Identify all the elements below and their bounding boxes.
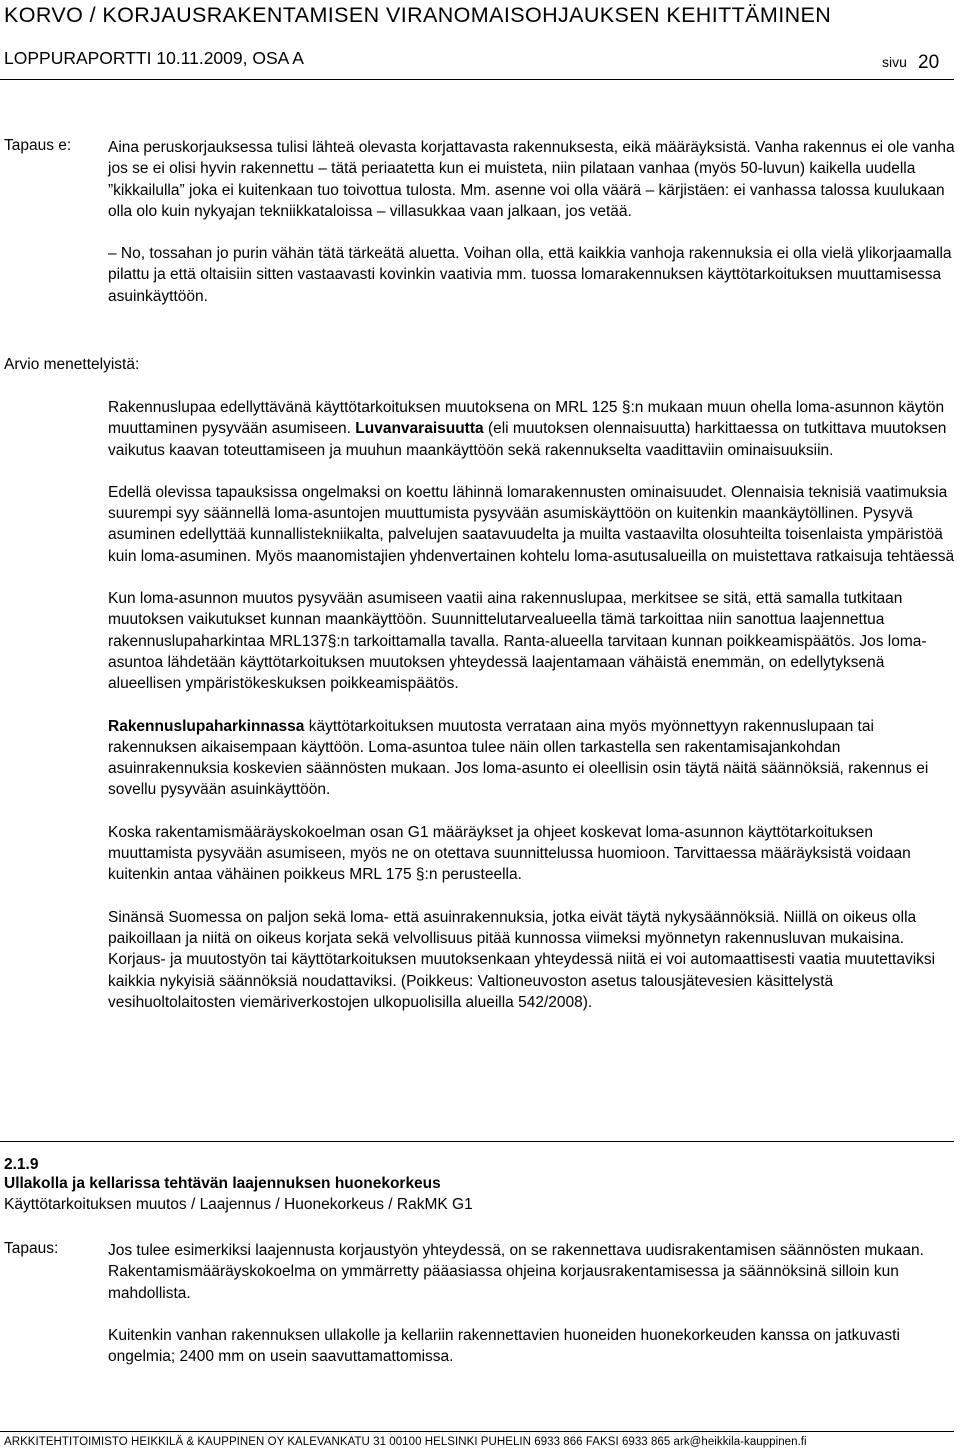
bold-term: Luvanvaraisuutta	[355, 420, 484, 438]
footer-divider	[0, 1431, 954, 1432]
assessment-paragraph: Sinänsä Suomessa on paljon sekä loma- että asuinrakennuksia, jotka eivät täytä nykysäännöksiä. Niillä on oikeus olla paikoillaan ja niitä on oikeus korjata sekä velvollisuus pitää kunnossa viimeksi myönnetyn rakennusluvan mukaisina. Korjaus- ja muutostyön tai käyttötarkoituksen muutoksenkaan yhteydessä niitä ei voi automaattisesti vaatia muutettaviksi kaikkia nykyisiä säännöksiä noudattaviksi. (Poikkeus: Valtioneuvoston asetus talousjätevesien käsittelystä vesihuoltolaitosten viemäriverkostojen ulkopuolisilla alueilla 542/2008).	[108, 908, 936, 1011]
bold-term: Rakennuslupaharkinnassa	[108, 717, 305, 735]
page-number: 20	[918, 52, 940, 73]
assessment-text	[108, 397, 958, 1013]
case2-paragraph: Jos tulee esimerkiksi laajennusta korjaustyön yhteydessä, on se rakennettava uudisrakentamisen säännösten mukaan. Rakentamismääräyskokoelma on ymmärretty pääasiassa ohjeina korjausrakentamisessa ja säännöksinä silloin kun mahdollista.	[108, 1242, 924, 1302]
report-subtitle: LOPPURAPORTTI 10.11.2009, OSA A	[4, 48, 304, 68]
case-label: Tapaus e:	[4, 137, 72, 154]
assessment-paragraph: Koska rakentamismääräyskokoelman osan G1 määräykset ja ohjeet koskevat loma-asunnon käyttötarkoituksen muuttamista pysyvään asumiseen, myös ne on otettava suunnittelussa huomioon. Tarvittaessa määräyksistä voidaan kuitenkin antaa vähäinen poikkeus MRL 175 §:n perusteella.	[108, 823, 911, 884]
assessment-label: Arvio menettelyistä:	[4, 356, 140, 373]
case2-paragraph: Kuitenkin vanhan rakennuksen ullakolle ja kellariin rakennettavien huoneiden huonekorkeuden kanssa on jatkuvasti ongelmia; 2400 mm on usein saavuttamattomissa.	[108, 1326, 900, 1366]
case-paragraph: Aina peruskorjauksessa tulisi lähteä olevasta korjattavasta rakennuksesta, eikä määräyksistä. Vanha rakennus ei ole vanha jos se ei olisi hyvin rakennettu – tätä periaatetta kun ei muisteta, niin pilataan vanhaa (myös 50-luvun) kaikella uudella ”kikkailulla” joka ei kuitenkaan tuo toivottua tulosta. Mm. asenne voi olla väärä – kärjistäen: ei vanhassa talossa kuulukaan olla olo kuin nykyajan tekniikkataloissa – villasukkaa vaan jalkaan, jos vetää.	[108, 139, 955, 220]
case2-label: Tapaus:	[4, 1240, 59, 1257]
section-keywords: Käyttötarkoituksen muutos / Laajennus / Huonekorkeus / RakMK G1	[4, 1196, 473, 1213]
section-divider	[0, 1141, 954, 1142]
report-title: KORVO / KORJAUSRAKENTAMISEN VIRANOMAISOHJAUKSEN KEHITTÄMINEN	[4, 3, 832, 27]
header-divider	[0, 79, 954, 80]
assessment-paragraph: Edellä olevissa tapauksissa ongelmaksi on koettu lähinnä lomarakennusten ominaisuudet. Olennaisia teknisiä vaatimuksia suurempi syy säännellä loma-asuntojen muuttumista pysyvään asumiskäyttöön on kuitenkin maankäytöllinen. Pysyvä asuminen edellyttää kunnallistekniikalta, palvelujen saatavuudelta ja muilta vastaavilta olosuhteilta toisenlaista ympäristöä kuin loma-asuminen. Myös maanomistajien yhdenvertainen kohtelu loma-asutusalueilla on muistettava ratkaisuja tehtäessä	[108, 483, 955, 565]
footer-contact: ARKKITEHTITOIMISTO HEIKKILÄ & KAUPPINEN OY KALEVANKATU 31 00100 HELSINKI PUHELIN 6933 866 FAKSI 6933 865 ark@heikkila-kauppinen.fi	[4, 1436, 807, 1448]
section-title: Ullakolla ja kellarissa tehtävän laajennuksen huonekorkeus	[4, 1175, 441, 1192]
assessment-paragraph: Rakennuslupaharkinnassa käyttötarkoituksen muutosta verrataan aina myös myönnettyyn rakennuslupaan tai rakennuksen aikaisempaan käyttöön. Loma-asuntoa tulee näin ollen tarkastella sen rakentamisajankohdan asuinrakennuksia koskevien säännösten mukaan. Jos loma-asunto ei oleellisin osin täytä näitä säännöksiä, rakennus ei sovellu pysyvään asuinkäyttöön.	[108, 717, 929, 799]
assessment-paragraph: Kun loma-asunnon muutos pysyvään asumiseen vaatii aina rakennuslupaa, merkitsee se sitä, että samalla tutkitaan muutoksen vaikutukset kunnan maankäyttöön. Suunnittelutarvealueella tämä tarkoittaa niin sanottua laajennettua rakennuslupaharkintaa MRL137§:n tarkoittamalla tavalla. Ranta-alueella tarvitaan kunnan poikkeamispäätös. Jos loma-asuntoa lähdetään käyttötarkoituksen muutoksen yhteydessä laajentamaan vähäistä enemmän, on edellytyksenä alueellisen ympäristökeskuksen poikkeamispäätös.	[108, 590, 927, 693]
case-text	[108, 137, 958, 307]
section-number: 2.1.9	[4, 1156, 39, 1173]
assessment-paragraph: Rakennuslupaa edellyttävänä käyttötarkoituksen muutoksena on MRL 125 §:n mukaan muun ohella loma-asunnon käytön muuttaminen pysyvään asumiseen. Luvanvaraisuutta (eli muutoksen olennaisuutta) harkittaessa on tutkittava muutoksen vaikutus kaavan toteuttamiseen ja muuhun maankäyttöön sekä rakennukselta vaadittaviin ominaisuuksiin.	[108, 399, 947, 459]
case2-text	[108, 1240, 958, 1367]
page-label: sivu	[882, 54, 907, 70]
case-paragraph: – No, tossahan jo purin vähän tätä tärkeätä aluetta. Voihan olla, että kaikkia vanhoja rakennuksia ei olla vielä ylikorjaamalla pilattu ja että oltaisiin sitten vastaavasti kovinkin vaativia mm. tuossa lomarakennuksen käyttötarkoituksen muuttamisessa asuinkäyttöön.	[108, 245, 952, 305]
